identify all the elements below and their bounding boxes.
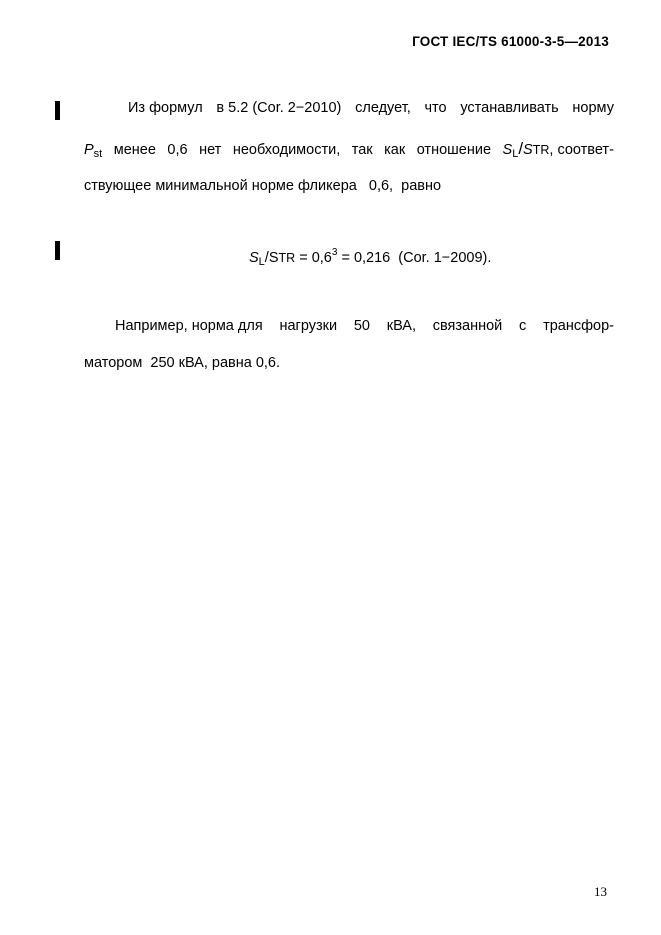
s-subscript: L (258, 256, 265, 268)
s-subscript: L (512, 148, 519, 160)
text-span: отношение (416, 142, 492, 158)
text-span: как (384, 142, 406, 158)
p-letter: P (84, 142, 94, 158)
paragraph-1-line-3 (84, 178, 441, 194)
text-span: норму (572, 100, 614, 116)
text-span: Из формул (128, 100, 203, 116)
text-span: трансфор- (543, 318, 614, 334)
paragraph-1-line-2 (84, 139, 614, 160)
text-span: = 0,216 (Cor. 1−2009). (337, 250, 492, 266)
text-span: что (424, 100, 447, 116)
text-span: , соответ- (549, 142, 614, 158)
paragraph-1-line-1 (128, 100, 614, 116)
paragraph-2-line-2 (84, 355, 280, 371)
text-span: 0,6 (167, 142, 188, 158)
ratio-symbol (503, 139, 614, 160)
s-letter: S (502, 142, 513, 158)
tr-subscript: TR (278, 251, 296, 265)
s-letter: S (523, 142, 533, 158)
text-span: ствующее минимальной норме фликера 0,6, равно (84, 178, 442, 194)
text-span: кВА, (386, 318, 416, 334)
text-span: /S (264, 250, 279, 266)
text-span: менее (113, 142, 156, 158)
formula (249, 247, 491, 268)
page-number: 13 (594, 884, 607, 899)
text-span: связанной (432, 318, 503, 334)
change-mark-bar (55, 241, 60, 260)
text-span: Например, норма для (115, 318, 263, 334)
text-span: = 0,6 (295, 250, 332, 266)
p-subscript: st (93, 148, 103, 160)
paragraph-2-line-1 (115, 318, 614, 334)
text-span: в 5.2 (Cor. 2−2010) (216, 100, 342, 116)
text-span: матором 250 кВА, равна 0,6. (84, 355, 281, 371)
text-span: следует, (355, 100, 411, 116)
text-span: нет (199, 142, 222, 158)
text-span: нагрузки (279, 318, 338, 334)
text-span: так (351, 142, 373, 158)
text-span: необходимости, (232, 142, 341, 158)
exponent: 3 (331, 247, 338, 258)
document-header: ГОСТ IEC/TS 61000-3-5—2013 (412, 34, 609, 49)
p-st-symbol (84, 142, 102, 160)
s-letter: S (249, 250, 259, 266)
change-mark-bar (55, 101, 60, 120)
fraction-slash: / (518, 139, 524, 158)
tr-subscript: TR (532, 143, 550, 157)
text-span: с (519, 318, 527, 334)
text-span: устанавливать (460, 100, 559, 116)
text-span: 50 (353, 318, 370, 334)
